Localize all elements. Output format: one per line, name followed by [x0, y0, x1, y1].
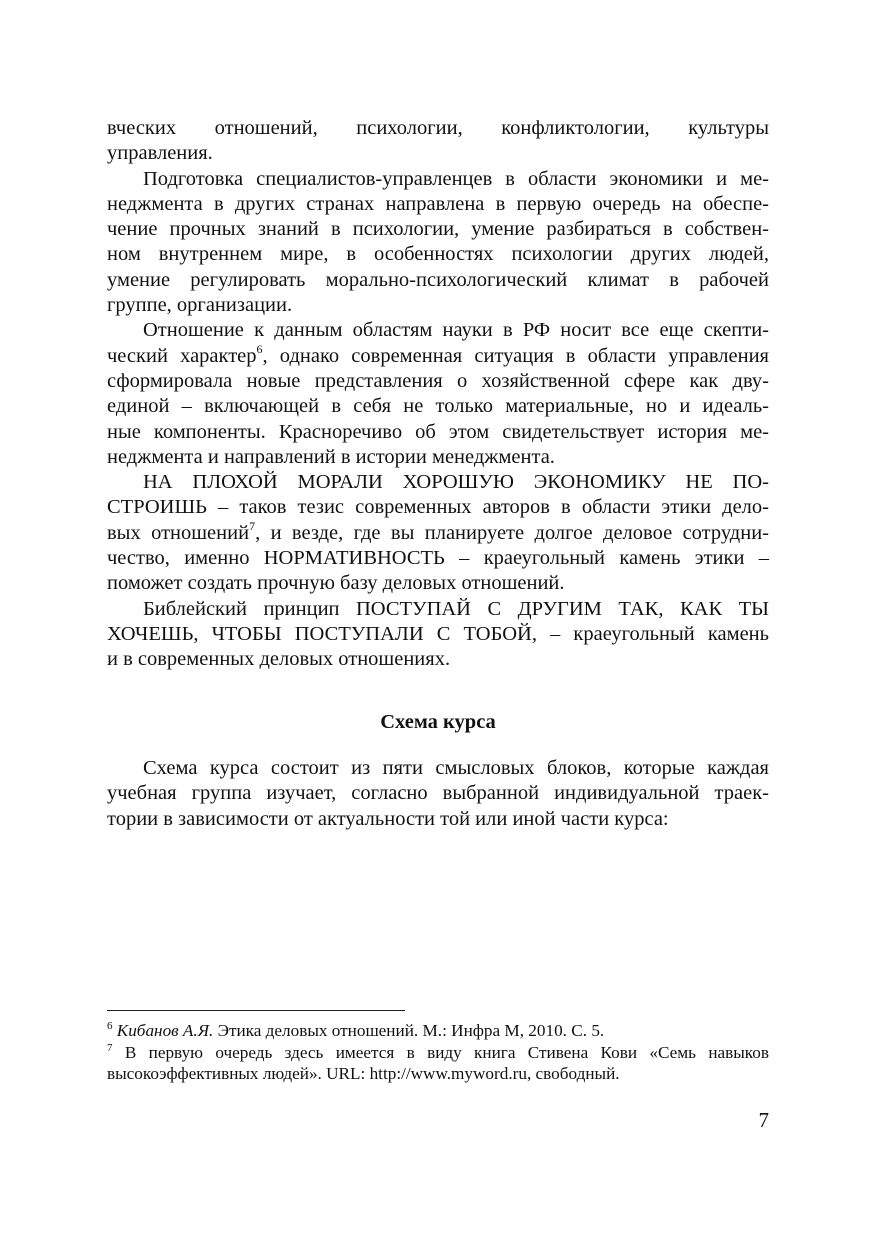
paragraph-3-line-2: [107, 341, 769, 369]
page-number: 7: [758, 1108, 769, 1132]
paragraph-5-line-2: ХОЧЕШЬ, ЧТОБЫ ПОСТУПАЛИ С ТОБОЙ, – краеугольный камень: [107, 622, 769, 645]
paragraph-2-line-1: Подготовка специалистов-управленцев в области экономики и ме-: [143, 167, 769, 190]
footnote-ref-7: 7: [249, 518, 256, 533]
paragraph-4-line-3-start: вых отношений: [107, 521, 250, 544]
paragraph-3-line-3: сформировала новые представления о хозяйственной сфере как дву-: [107, 369, 769, 392]
section-heading: Схема курса: [380, 711, 496, 733]
paragraph-2-line-5: умение регулировать морально-психологический климат в рабочей: [107, 268, 769, 291]
paragraph-3-line-2-end: , однако современная ситуация в области управления: [262, 344, 769, 367]
paragraph-3-line-4: единой – включающей в себя не только материальные, но и идеаль-: [107, 395, 769, 418]
footnote-6-number: 6: [107, 1020, 113, 1032]
paragraph-1-line-1: вческих отношений, психологии, конфликтологии, культуры: [107, 117, 769, 139]
footnote-6-text: Этика деловых отношений. М.: Инфра М, 2010. С. 5.: [213, 1021, 605, 1040]
footnote-separator: [107, 1010, 405, 1011]
paragraph-3-line-6: неджмента и направлений в истории менеджмента.: [107, 445, 555, 468]
paragraph-2-line-4: ном внутреннем мире, в особенностях психологии других людей,: [107, 243, 769, 266]
paragraph-3-line-1: Отношение к данным областям науки в РФ носит все еще скепти-: [143, 319, 769, 342]
footnotes: [107, 1020, 769, 1085]
footnote-7-number: 7: [107, 1041, 113, 1054]
paragraph-5-line-3: и в современных деловых отношениях.: [107, 648, 451, 671]
footnote-7-line-1: [107, 1042, 769, 1064]
paragraph-4-line-2: СТРОИШЬ – таков тезис современных авторов в области этики дело-: [107, 496, 769, 519]
section-paragraph-line-2: учебная группа изучает, согласно выбранной индивидуальной траек-: [107, 782, 769, 805]
paragraph-4-line-3: [107, 518, 769, 546]
footnote-ref-6: 6: [256, 341, 263, 356]
section-paragraph-line-3: тории в зависимости от актуальности той или иной части курса:: [107, 807, 669, 830]
section-text: [107, 756, 769, 832]
footnote-6-author: Кибанов А.Я.: [116, 1021, 214, 1040]
paragraph-3-line-5: ные компоненты. Красноречиво об этом свидетельствует история ме-: [107, 420, 769, 443]
paragraph-3-line-2-start: ческий характер: [107, 344, 257, 367]
footnote-6: [107, 1020, 769, 1042]
footnote-7-line-2: высокоэффективных людей». URL: http://www.myword.ru, свободный.: [107, 1064, 620, 1083]
paragraph-2-line-2: неджмента в других странах направлена в первую очередь на обеспе-: [107, 192, 769, 215]
main-text: [107, 116, 769, 673]
paragraph-1-line-2: управления.: [107, 142, 213, 165]
footnote-7-text-1: В первую очередь здесь имеется в виду книга Стивена Кови «Семь навыков: [112, 1042, 769, 1062]
paragraph-4-line-5: поможет создать прочную базу деловых отношений.: [107, 572, 565, 595]
paragraph-2-line-3: чение прочных знаний в психологии, умение разбираться в собствен-: [107, 218, 769, 241]
section-paragraph-line-1: Схема курса состоит из пяти смысловых блоков, которые каждая: [143, 757, 769, 779]
paragraph-4-line-1: НА ПЛОХОЙ МОРАЛИ ХОРОШУЮ ЭКОНОМИКУ НЕ ПО-: [143, 471, 769, 494]
paragraph-4-line-3-end: , и везде, где вы планируете долгое деловое сотрудни-: [255, 521, 769, 544]
paragraph-5-line-1: Библейский принцип ПОСТУПАЙ С ДРУГИМ ТАК, КАК ТЫ: [143, 597, 769, 620]
paragraph-4-line-4: чество, именно НОРМАТИВНОСТЬ – краеугольный камень этики –: [107, 547, 769, 570]
paragraph-2-line-6: группе, организации.: [107, 294, 293, 317]
